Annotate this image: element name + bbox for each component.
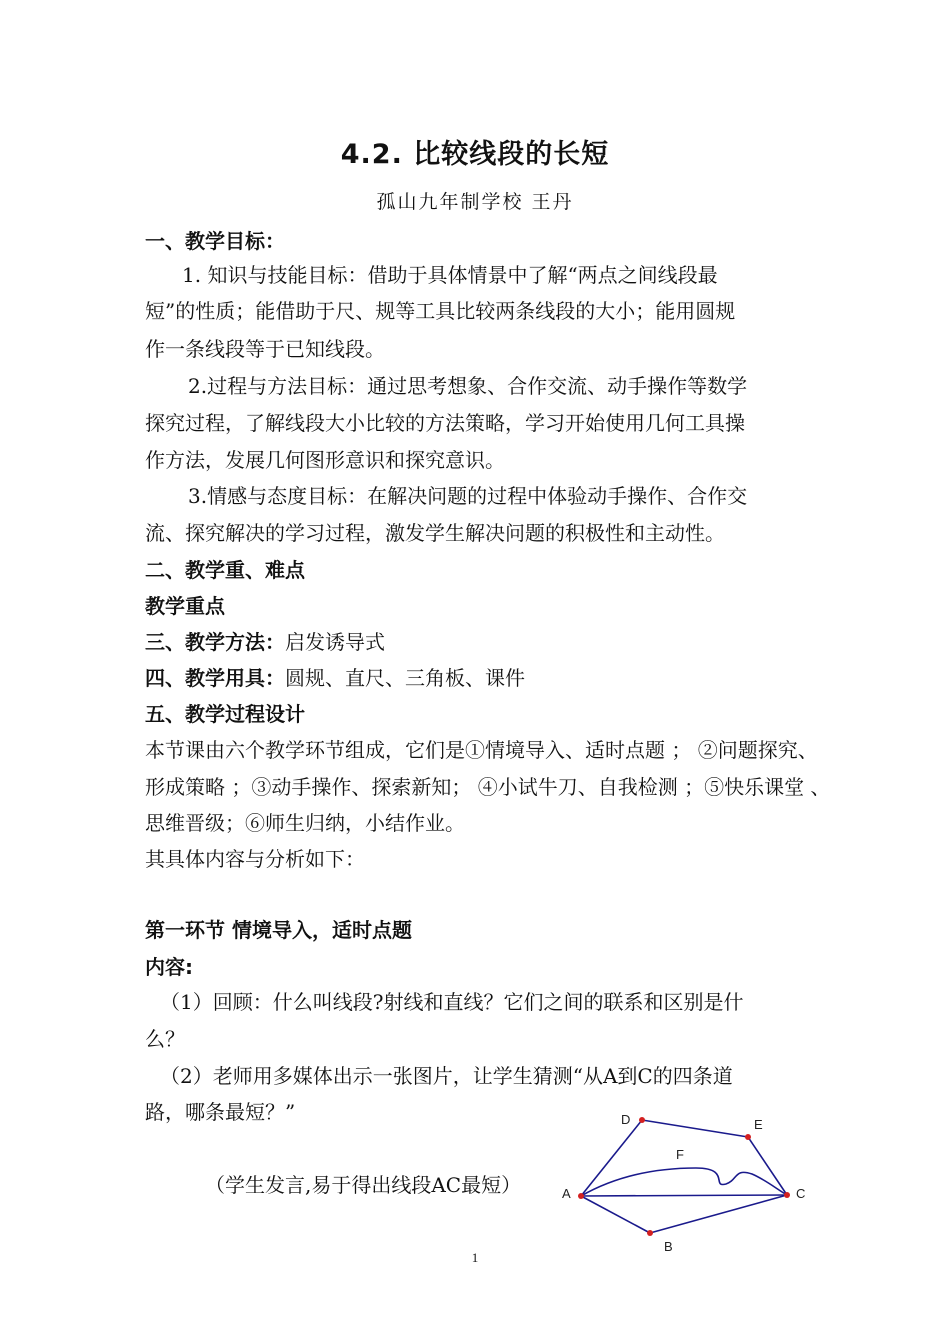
label-F: F	[676, 1147, 684, 1162]
segment-AD	[581, 1120, 642, 1196]
section-heading-key-points: 二、教学重、难点	[145, 558, 305, 582]
segment-EC	[748, 1137, 787, 1195]
goal-2-line-2: 探究过程，了解线段大小比较的方法策略，学习开始使用几何工具操	[145, 411, 745, 435]
question-2-line-2: 路，哪条最短？”	[145, 1100, 296, 1124]
goal-2-line-3: 作方法，发展几何图形意识和探究意识。	[145, 448, 505, 472]
label-B: B	[664, 1239, 673, 1254]
point-C	[784, 1192, 790, 1198]
question-1-line-2: 么？	[145, 1027, 185, 1051]
segment-AC	[581, 1195, 787, 1196]
process-intro-line-3: 思维晋级；⑥师生归纳，小结作业。	[145, 811, 465, 835]
label-E: E	[754, 1117, 763, 1132]
point-E	[745, 1134, 751, 1140]
author-line: 孤山九年制学校 王丹	[376, 191, 574, 213]
tools-value: 圆规、直尺、三角板、课件	[285, 666, 525, 690]
label-A: A	[562, 1186, 571, 1201]
process-intro-line-2: 形成策略 ；③动手操作、探索新知； ④小试牛刀、自我检测 ；⑤快乐课堂 、	[145, 775, 831, 799]
goal-1-line-2: 短”的性质；能借助于尺、规等工具比较两条线段的大小；能用圆规	[145, 299, 736, 323]
section-heading-process: 五、教学过程设计	[145, 702, 305, 726]
question-1-line-1: （1）回顾：什么叫线段?射线和直线？它们之间的联系和区别是什	[160, 990, 744, 1014]
process-intro-line-4: 其具体内容与分析如下：	[145, 847, 365, 871]
point-D	[639, 1117, 645, 1123]
section-tools	[145, 665, 525, 691]
goal-2-line-1: 2.过程与方法目标：通过思考想象、合作交流、动手操作等数学	[188, 374, 748, 398]
subheading-key-point: 教学重点	[145, 594, 225, 618]
label-D: D	[621, 1112, 631, 1127]
section-heading-objectives: 一、教学目标：	[145, 229, 285, 253]
goal-1-line-1: 1. 知识与技能目标：借助于具体情景中了解“两点之间线段最	[182, 263, 718, 287]
section-heading-tools: 四、教学用具：	[145, 666, 285, 690]
section-methods	[145, 629, 385, 655]
process-intro-line-1: 本节课由六个教学环节组成，它们是①情境导入、适时点题 ； ②问题探究、	[145, 738, 818, 762]
page-number: 1	[471, 1250, 479, 1265]
question-2-line-1: （2）老师用多媒体出示一张图片，让学生猜测“从A到C的四条道	[160, 1064, 733, 1088]
curve-AFC	[581, 1168, 787, 1196]
methods-value: 启发诱导式	[285, 630, 385, 654]
route-lines	[581, 1120, 787, 1233]
point-B	[647, 1230, 653, 1236]
point-A	[578, 1193, 584, 1199]
page-title: 4.2. 比较线段的长短	[340, 139, 610, 170]
section-heading-methods: 三、教学方法：	[145, 630, 285, 654]
step-1-heading: 第一环节 情境导入，适时点题	[145, 918, 412, 942]
goal-3-line-2: 流、探究解决的学习过程，激发学生解决问题的积极性和主动性。	[145, 521, 725, 545]
student-answer-note: （学生发言,易于得出线段AC最短）	[205, 1173, 522, 1197]
segment-BC	[650, 1195, 787, 1233]
route-diagram	[556, 1106, 816, 1256]
content-label: 内容:	[145, 955, 193, 979]
goal-1-line-3: 作一条线段等于已知线段。	[145, 337, 385, 361]
segment-DE	[642, 1120, 748, 1137]
segment-AB	[581, 1196, 650, 1233]
goal-3-line-1: 3.情感与态度目标：在解决问题的过程中体验动手操作、合作交	[188, 484, 748, 508]
label-C: C	[796, 1186, 806, 1201]
